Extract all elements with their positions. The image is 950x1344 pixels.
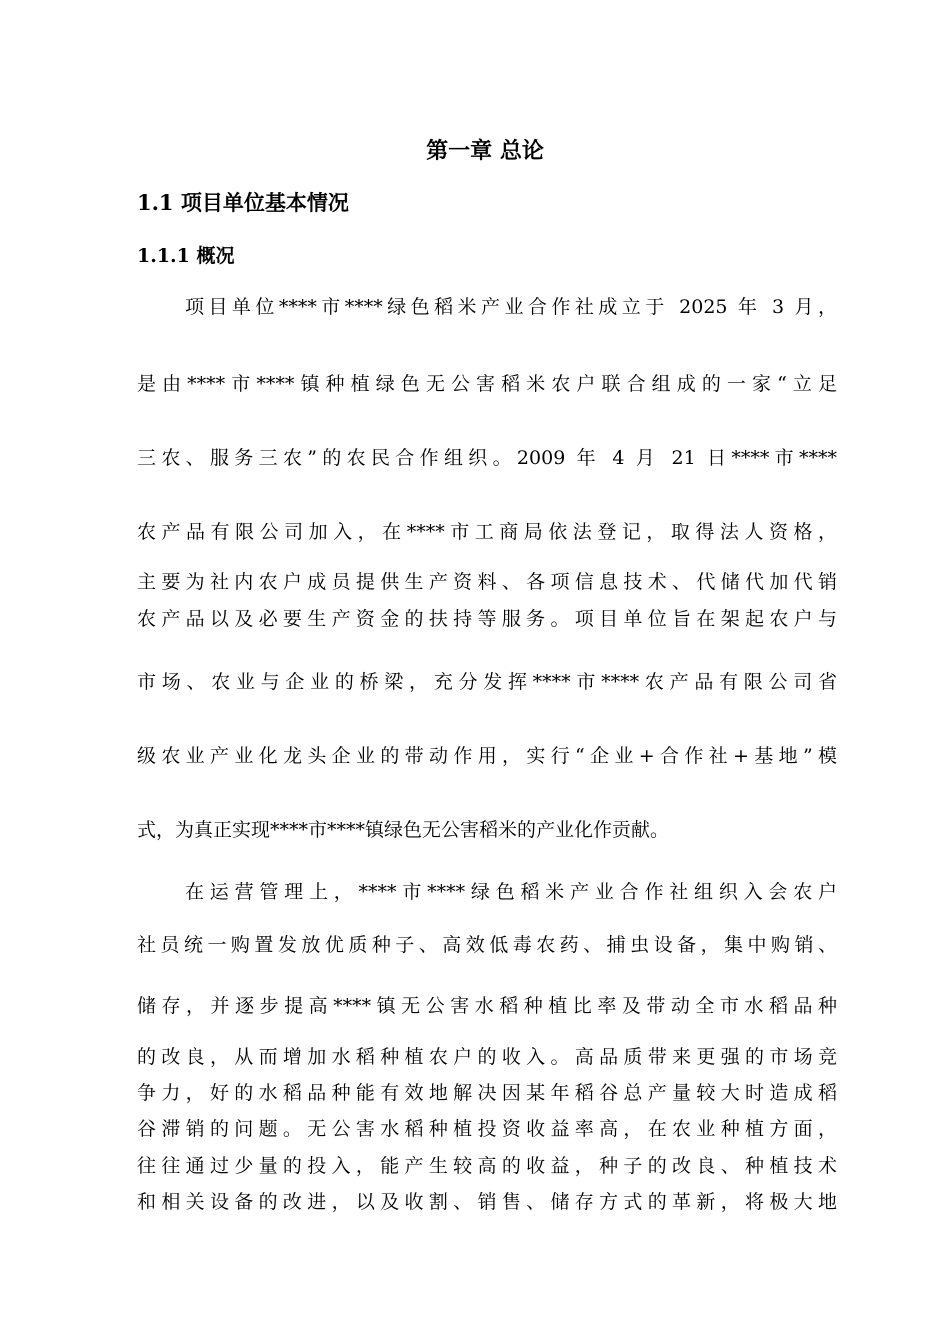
paragraph-2-line-4: 的改良，从而增加水稻种植农户的收入。高品质带来更强的市场竞 (137, 1046, 837, 1068)
paragraph-2-line-3: 储存，并逐步提高****镇无公害水稻种植比率及带动全市水稻品种 (137, 995, 837, 1017)
section-title: 1.1 项目单位基本情况 (137, 190, 349, 215)
paragraph-2-line-8: 和相关设备的改进，以及收割、销售、储存方式的革新，将极大地 (137, 1191, 837, 1213)
paragraph-2-line-1: 在运营管理上，****市****绿色稻米产业合作社组织入会农户 (185, 881, 837, 903)
paragraph-1-line-5: 主要为社内农户成员提供生产资料、各项信息技术、代储代加代销 (137, 571, 837, 593)
paragraph-2-line-5: 争力，好的水稻品种能有效地解决因某年稻谷总产量较大时造成稻 (137, 1082, 837, 1104)
paragraph-1-line-1: 项目单位****市****绿色稻米产业合作社成立于 2025 年 3 月， (185, 296, 837, 318)
chapter-title: 第一章 总论 (426, 138, 544, 164)
paragraph-2-line-2: 社员统一购置发放优质种子、高效低毒农药、捕虫设备，集中购销、 (137, 934, 837, 956)
paragraph-2-line-6: 谷滞销的问题。无公害水稻种植投资收益率高，在农业种植方面， (137, 1118, 837, 1140)
paragraph-1-line-6: 农产品以及必要生产资金的扶持等服务。项目单位旨在架起农户与 (137, 608, 837, 630)
subsection-title: 1.1.1 概况 (137, 245, 235, 267)
paragraph-1-line-2: 是由****市****镇种植绿色无公害稻米农户联合组成的一家“立足 (137, 373, 837, 395)
paragraph-1-line-7: 市场、农业与企业的桥梁，充分发挥****市****农产品有限公司省 (137, 671, 837, 693)
paragraph-2-line-7: 往往通过少量的投入，能产生较高的收益，种子的改良、种植技术 (137, 1155, 837, 1177)
paragraph-1-line-9: 式，为真正实现****市****镇绿色无公害稻米的产业化作贡献。 (137, 819, 670, 841)
paragraph-1-line-8: 级农业产业化龙头企业的带动作用，实行“企业+合作社+基地”模 (137, 745, 837, 767)
paragraph-1-line-3: 三农、服务三农”的农民合作组织。2009 年 4 月 21 日****市**** (137, 447, 837, 469)
paragraph-1-line-4: 农产品有限公司加入，在****市工商局依法登记，取得法人资格， (137, 521, 837, 543)
